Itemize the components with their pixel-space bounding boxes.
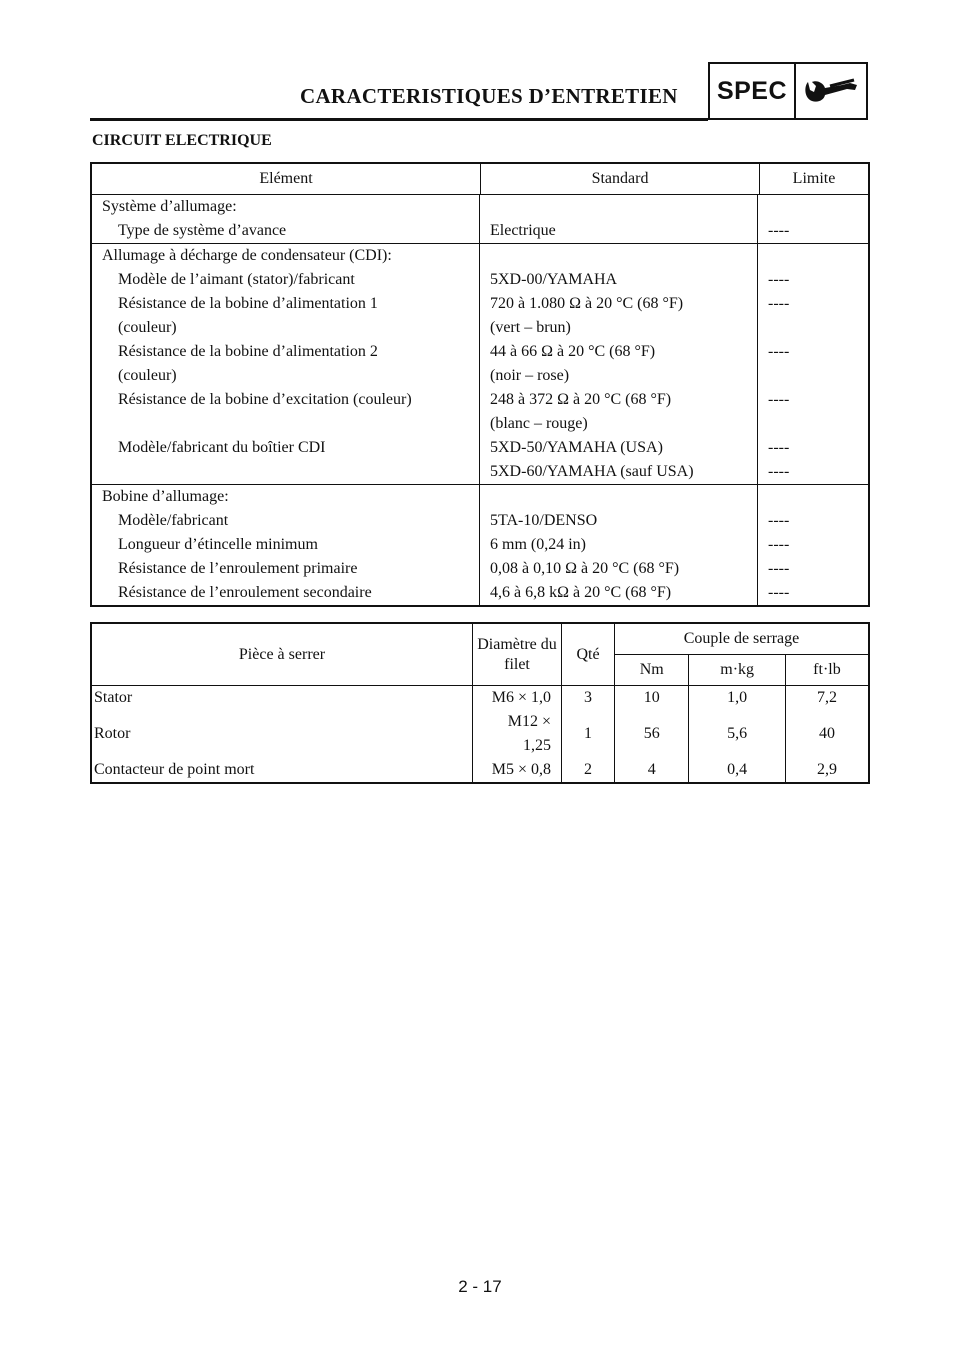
cell-line: ---- [768, 512, 790, 529]
cell-line: ---- [768, 295, 790, 312]
cell-empty [758, 195, 868, 219]
cell-qty: 2 [562, 758, 615, 783]
cell-part: Stator [91, 686, 473, 711]
cell-ftlb: 7,2 [816, 689, 837, 706]
column-header-limit: Limite [792, 170, 836, 187]
spec-label: SPEC [710, 64, 796, 118]
column-header-part: Pièce à serrer [91, 623, 473, 686]
cell-mkg: 1,0 [689, 686, 785, 711]
table-group [92, 244, 868, 485]
cell-ftlb: 40 [818, 725, 835, 742]
page-number: 2 - 17 [458, 1277, 502, 1296]
cell-limit [758, 388, 868, 436]
table-row [92, 340, 868, 388]
table-row [92, 436, 868, 484]
table-group [92, 485, 868, 605]
table-header [92, 164, 868, 195]
electrical-spec-table [90, 162, 870, 607]
cell-line: ---- [768, 463, 790, 480]
cell-limit [758, 340, 868, 388]
cell-line: ---- [768, 391, 790, 408]
cell-nm: 10 [615, 686, 689, 711]
table-row [92, 557, 868, 581]
cell-line: Résistance de l’enroulement primaire [118, 560, 358, 577]
unit-nm: Nm [615, 655, 689, 686]
cell-mkg: 0,4 [689, 758, 785, 783]
cell-line: Electrique [490, 222, 556, 239]
cell-line: 5XD-50/YAMAHA (USA) [490, 439, 663, 456]
cell-line: Modèle de l’aimant (stator)/fabricant [118, 271, 355, 288]
cell-empty [480, 195, 758, 219]
table-row [91, 710, 869, 758]
cell-empty [758, 485, 868, 509]
cell-line: (vert – brun) [490, 319, 571, 336]
table-row [92, 533, 868, 557]
table-row [92, 509, 868, 533]
table-row [92, 388, 868, 436]
cell-diameter: M12 × 1,25 [473, 710, 562, 758]
cell-empty [758, 244, 868, 268]
cell-line: Modèle/fabricant du boîtier CDI [118, 439, 326, 456]
cell-nm: 4 [615, 758, 689, 783]
group-title: Allumage à décharge de condensateur (CDI): [92, 244, 480, 268]
cell-standard [480, 533, 758, 557]
cell-line: ---- [768, 343, 790, 360]
cell-item [92, 340, 480, 388]
cell-line: 4,6 à 6,8 kΩ à 20 °C (68 °F) [490, 584, 672, 601]
cell-line: ---- [768, 584, 790, 601]
cell-limit [758, 557, 868, 581]
cell-diameter: M6 × 1,0 [473, 686, 562, 711]
cell-line: ---- [768, 271, 790, 288]
cell-empty [480, 244, 758, 268]
cell-ftlb: 2,9 [816, 761, 837, 778]
cell-standard [480, 388, 758, 436]
cell-line: Modèle/fabricant [118, 512, 229, 529]
section-title: CIRCUIT ELECTRIQUE [92, 132, 272, 149]
cell-item [92, 581, 480, 605]
torque-table [90, 622, 870, 784]
cell-part: Rotor [91, 710, 473, 758]
cell-line: ---- [768, 560, 790, 577]
table-group [92, 195, 868, 244]
table-row [92, 581, 868, 605]
cell-line: (blanc – rouge) [490, 415, 588, 432]
cell-limit [758, 219, 868, 243]
cell-line: 6 mm (0,24 in) [490, 536, 586, 553]
cell-part: Contacteur de point mort [91, 758, 473, 783]
cell-item [92, 388, 480, 436]
group-title: Bobine d’allumage: [92, 485, 480, 509]
cell-line: (couleur) [118, 319, 177, 336]
header-title: CARACTERISTIQUES D’ENTRETIEN [300, 84, 678, 108]
cell-line: 5XD-00/YAMAHA [490, 271, 618, 288]
column-header-qty: Qté [562, 623, 615, 686]
column-header-diameter: Diamètre du filet [473, 623, 562, 686]
cell-qty: 1 [562, 710, 615, 758]
header-rule [90, 118, 708, 121]
cell-line: 0,08 à 0,10 Ω à 20 °C (68 °F) [490, 560, 680, 577]
group-header-row [92, 485, 868, 509]
table-row [92, 292, 868, 340]
cell-limit [758, 509, 868, 533]
cell-item [92, 436, 480, 484]
cell-line: 720 à 1.080 Ω à 20 °C (68 °F) [490, 295, 684, 312]
cell-standard [480, 219, 758, 243]
cell-standard [480, 581, 758, 605]
cell-standard [480, 340, 758, 388]
unit-mkg: m·kg [689, 655, 785, 686]
spec-badge [708, 62, 868, 120]
cell-item [92, 219, 480, 243]
cell-line: Résistance de la bobine d’alimentation 1 [118, 295, 378, 312]
group-header-row [92, 244, 868, 268]
cell-line: 44 à 66 Ω à 20 °C (68 °F) [490, 343, 656, 360]
unit-ftlb: ft·lb [785, 655, 869, 686]
cell-qty: 3 [562, 686, 615, 711]
cell-line: ---- [768, 439, 790, 456]
cell-item [92, 268, 480, 292]
cell-standard [480, 436, 758, 484]
cell-line: (couleur) [118, 367, 177, 384]
cell-mkg: 5,6 [689, 710, 785, 758]
column-header-torque: Couple de serrage [615, 623, 870, 655]
cell-diameter: M5 × 0,8 [473, 758, 562, 783]
cell-nm: 56 [615, 710, 689, 758]
cell-standard [480, 509, 758, 533]
table-row [91, 686, 869, 711]
cell-item [92, 557, 480, 581]
column-header-standard: Standard [481, 164, 760, 194]
column-header-element: Elément [92, 164, 481, 194]
table-row [92, 219, 868, 243]
table-row [92, 268, 868, 292]
cell-empty [480, 485, 758, 509]
cell-item [92, 509, 480, 533]
cell-line: Résistance de la bobine d’excitation (couleur) [118, 391, 412, 408]
group-header-row [92, 195, 868, 219]
cell-limit [758, 436, 868, 484]
cell-line: Résistance de l’enroulement secondaire [118, 584, 372, 601]
cell-line: Longueur d’étincelle minimum [118, 536, 318, 553]
group-title: Système d’allumage: [92, 195, 480, 219]
table-row [91, 758, 869, 783]
cell-limit [758, 581, 868, 605]
cell-standard [480, 557, 758, 581]
cell-line: 5XD-60/YAMAHA (sauf USA) [490, 463, 694, 480]
cell-line: ---- [768, 536, 790, 553]
cell-line: (noir – rose) [490, 367, 570, 384]
cell-limit [758, 533, 868, 557]
cell-item [92, 292, 480, 340]
cell-standard [480, 292, 758, 340]
cell-standard [480, 268, 758, 292]
cell-line: 248 à 372 Ω à 20 °C (68 °F) [490, 391, 672, 408]
cell-limit [758, 292, 868, 340]
cell-line: Résistance de la bobine d’alimentation 2 [118, 343, 378, 360]
cell-line: Type de système d’avance [118, 222, 287, 239]
cell-limit [758, 268, 868, 292]
wrench-icon [796, 64, 866, 118]
cell-item [92, 533, 480, 557]
cell-line: 5TA-10/DENSO [490, 512, 598, 529]
cell-line: ---- [768, 222, 790, 239]
